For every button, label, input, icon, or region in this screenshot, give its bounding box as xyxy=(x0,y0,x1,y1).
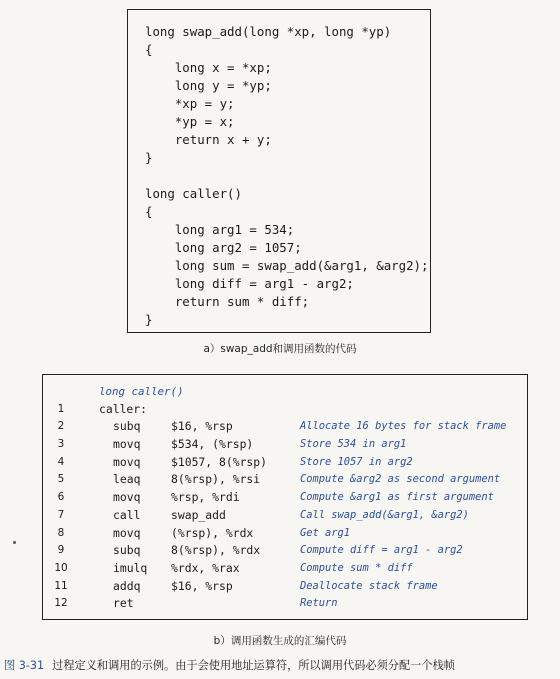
asm-opcode: movq xyxy=(113,525,141,540)
code-line: return sum * diff; xyxy=(145,294,310,309)
asm-comment: Deallocate stack frame xyxy=(300,579,438,592)
code-line: long caller() xyxy=(145,186,242,201)
asm-opcode: movq xyxy=(113,437,141,452)
asm-opcode: subq xyxy=(113,543,141,558)
asm-operands: $16, %rsp xyxy=(171,419,233,434)
caption-b: b）调用函数生成的汇编代码 xyxy=(213,635,347,647)
asm-header: long caller() xyxy=(99,385,184,398)
asm-operands: %rsp, %rdi xyxy=(171,490,240,505)
line-number: 7 xyxy=(57,508,65,521)
code-line: } xyxy=(145,150,153,165)
line-number: 1 xyxy=(57,402,65,415)
code-line: { xyxy=(145,42,153,57)
asm-opcode: leaq xyxy=(113,472,141,487)
code-line: long swap_add(long *xp, long *yp) xyxy=(145,24,392,39)
code-line: { xyxy=(145,204,153,219)
code-line: *xp = y; xyxy=(145,96,235,111)
asm-opcode: call xyxy=(113,507,141,522)
asm-header-row xyxy=(43,383,527,401)
c-source-code xyxy=(145,23,430,329)
code-box-assembly xyxy=(42,374,528,620)
line-number: 4 xyxy=(57,455,65,468)
asm-row xyxy=(43,595,527,613)
code-line: long arg2 = 1057; xyxy=(145,240,302,255)
line-number: 5 xyxy=(57,473,65,486)
code-line: long y = *yp; xyxy=(145,78,272,93)
asm-row xyxy=(43,525,527,543)
line-number: 2 xyxy=(57,420,65,433)
code-line: return x + y; xyxy=(145,132,272,147)
asm-comment: Store 1057 in arg2 xyxy=(300,455,413,468)
line-number: 12 xyxy=(54,597,68,610)
asm-comment: Get arg1 xyxy=(300,526,351,539)
asm-row xyxy=(43,507,527,525)
asm-row xyxy=(43,578,527,596)
asm-comment: Compute &arg1 as first argument xyxy=(300,491,494,504)
line-number: 10 xyxy=(54,561,68,574)
code-line: } xyxy=(145,312,153,327)
asm-row xyxy=(43,560,527,578)
asm-opcode: addq xyxy=(113,578,141,593)
asm-opcode: imulq xyxy=(113,560,148,575)
asm-comment: Compute diff = arg1 - arg2 xyxy=(300,544,463,557)
asm-comment: Allocate 16 bytes for stack frame xyxy=(300,420,507,433)
asm-operands: $534, (%rsp) xyxy=(171,437,254,452)
code-line: long arg1 = 534; xyxy=(145,222,295,237)
line-number: 6 xyxy=(57,491,65,504)
asm-opcode: ret xyxy=(113,596,134,611)
asm-row xyxy=(43,454,527,472)
figure-number: 图 3-31 xyxy=(4,659,45,672)
asm-row xyxy=(43,436,527,454)
asm-operands: swap_add xyxy=(171,507,226,522)
asm-opcode: movq xyxy=(113,454,141,469)
asm-comment: Call swap_add(&arg1, &arg2) xyxy=(300,508,469,521)
code-line: *yp = x; xyxy=(145,114,235,129)
asm-comment: Compute sum * diff xyxy=(300,561,413,574)
asm-row xyxy=(43,489,527,507)
caption-a: a）swap_add和调用函数的代码 xyxy=(203,343,357,355)
asm-comment: Compute &arg2 as second argument xyxy=(300,473,501,486)
code-line: long diff = arg1 - arg2; xyxy=(145,276,354,291)
line-number: 3 xyxy=(57,438,65,451)
code-line: long sum = swap_add(&arg1, &arg2); xyxy=(145,258,429,273)
asm-comment: Return xyxy=(300,597,338,610)
line-number: 8 xyxy=(57,526,65,539)
asm-row xyxy=(43,401,527,419)
stray-dot xyxy=(13,541,16,544)
asm-operands: 8(%rsp), %rsi xyxy=(171,472,261,487)
asm-operands: $16, %rsp xyxy=(171,578,233,593)
asm-comment: Store 534 in arg1 xyxy=(300,438,407,451)
asm-opcode: subq xyxy=(113,419,141,434)
code-line: long x = *xp; xyxy=(145,60,272,75)
asm-opcode: movq xyxy=(113,490,141,505)
asm-label: caller: xyxy=(99,401,148,416)
line-number: 9 xyxy=(57,544,65,557)
figure-caption xyxy=(4,657,556,673)
asm-operands: $1057, 8(%rsp) xyxy=(171,454,268,469)
asm-row xyxy=(43,542,527,560)
asm-operands: %rdx, %rax xyxy=(171,560,240,575)
asm-row xyxy=(43,471,527,489)
code-box-c xyxy=(127,9,431,333)
line-number: 11 xyxy=(54,579,68,592)
asm-row xyxy=(43,418,527,436)
asm-operands: 8(%rsp), %rdx xyxy=(171,543,261,558)
figure-text: 过程定义和调用的示例。由于会使用地址运算符，所以调用代码必须分配一个栈帧 xyxy=(52,659,455,672)
asm-operands: (%rsp), %rdx xyxy=(171,525,254,540)
